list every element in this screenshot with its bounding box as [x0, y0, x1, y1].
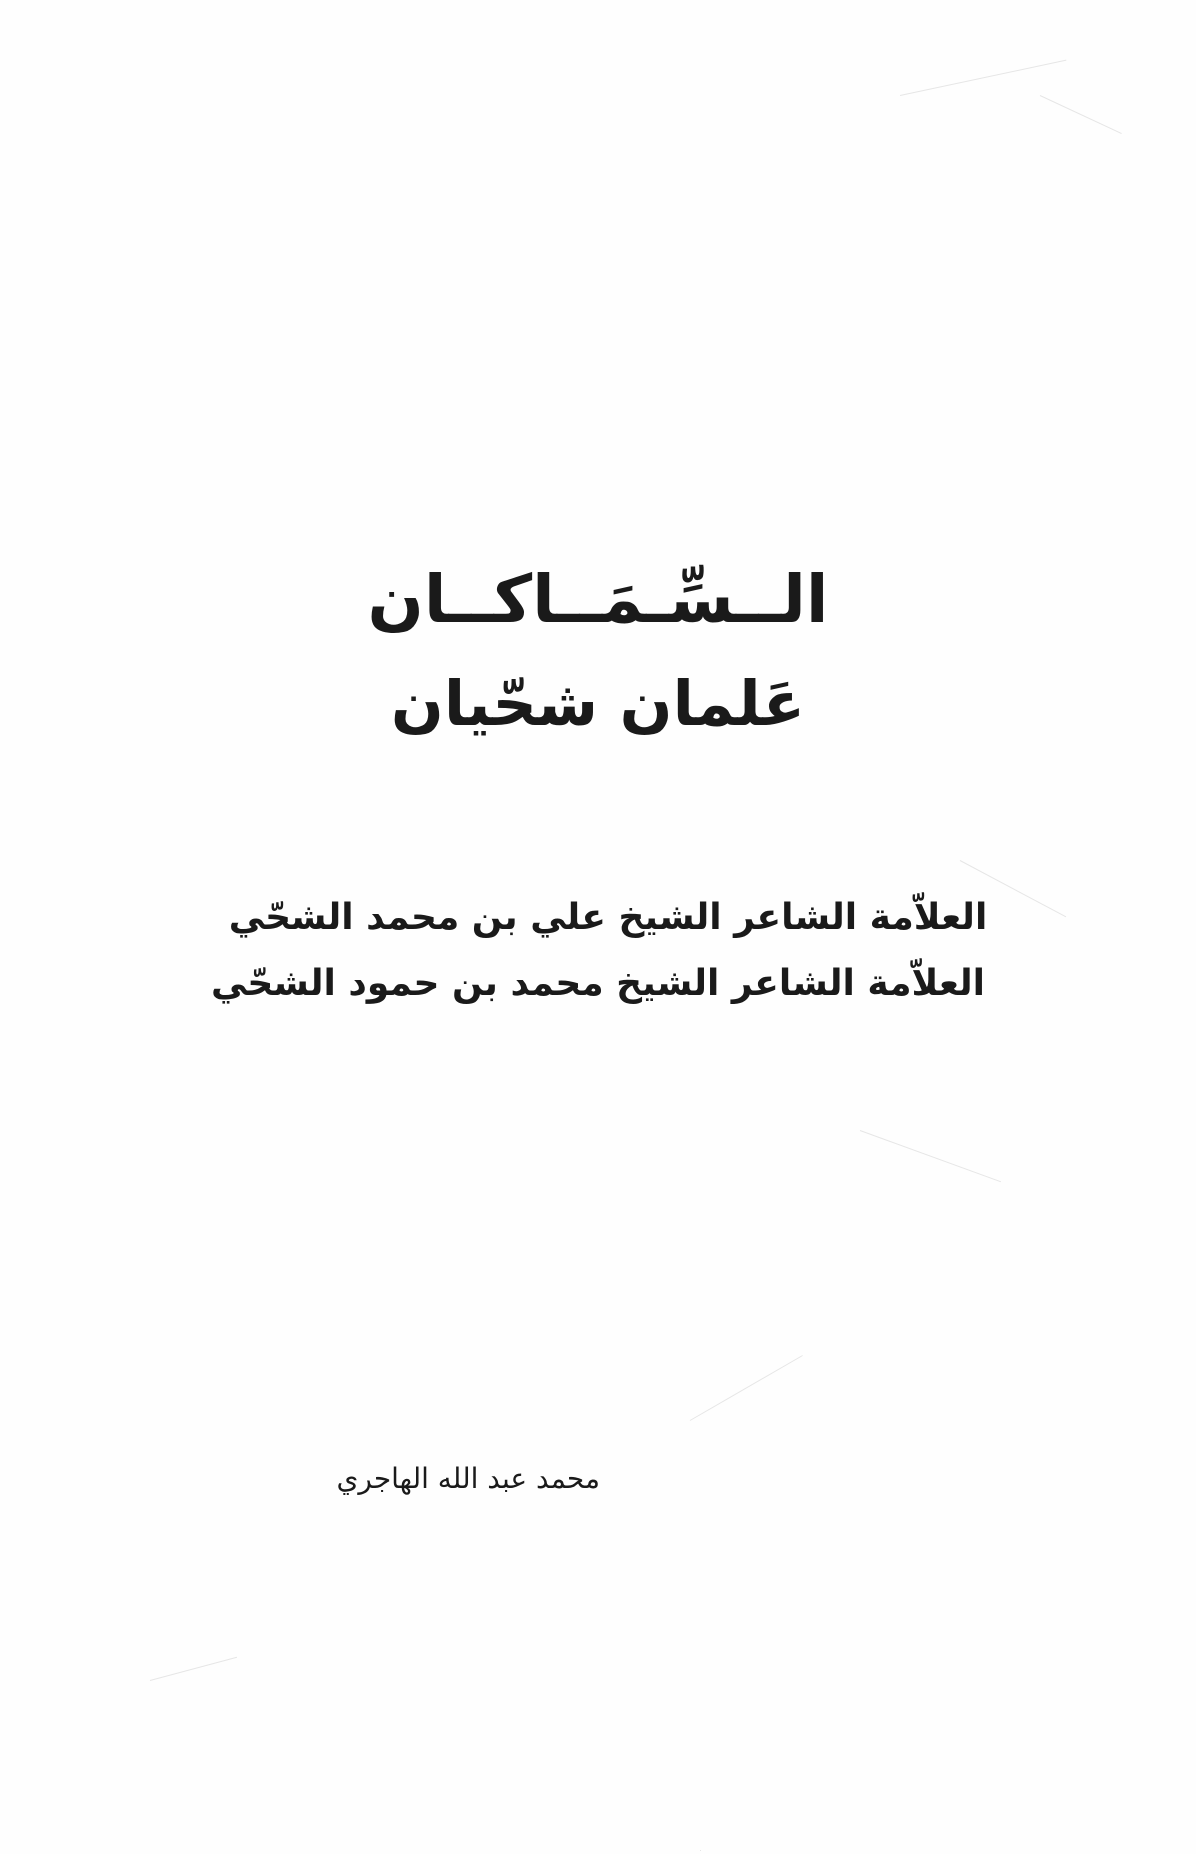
book-subtitle: عَلمان شحّيان [390, 667, 806, 740]
book-title: الــسِّـمَــاكــان [367, 561, 829, 638]
paper-scuff [150, 1657, 237, 1681]
author-name: محمد عبد الله الهاجري [336, 1462, 600, 1495]
subject-line-2: العلاّمة الشاعر الشيخ محمد بن حمود الشحّي [210, 963, 986, 1004]
subject-line-1: العلاّمة الشاعر الشيخ علي بن محمد الشحّي [228, 897, 988, 938]
paper-scuff [700, 1850, 701, 1851]
subjects-block [0, 885, 1196, 1017]
paper-scuff [690, 1355, 803, 1421]
paper-scuff [900, 60, 1066, 96]
paper-scuff [1040, 95, 1122, 134]
paper-scuff [860, 1130, 1001, 1182]
